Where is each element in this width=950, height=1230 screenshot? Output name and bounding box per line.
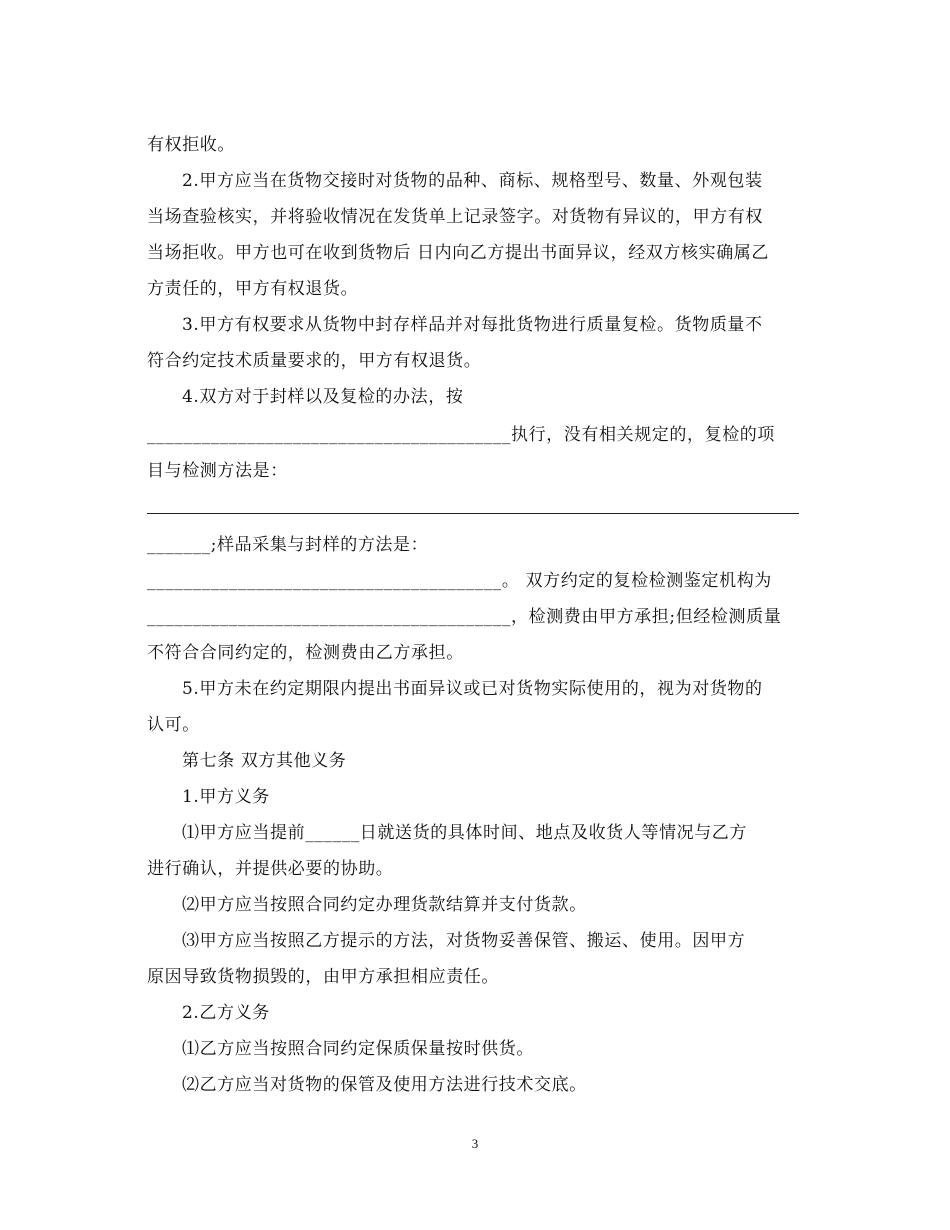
text-line: 4.双方对于封样以及复检的办法，按 [182,387,464,407]
text-line: 有权拒收。 [147,135,235,155]
text-line: ⑵甲方应当按照合同约定办理货款结算并支付货款。 [182,895,587,915]
text-line: 认可。 [147,715,200,735]
text-line: 符合约定技术质量要求的，甲方有权退货。 [147,351,482,371]
text-line: 1.甲方义务 [182,787,270,807]
text-line: 5.甲方未在约定期限内提出书面异议或已对货物实际使用的，视为对货物的 [182,679,763,699]
text-line: ⑶甲方应当按照乙方提示的方法，对货物妥善保管、搬运、使用。因甲方 [182,931,746,951]
text-line: 当场查验核实，并将验收情况在发货单上记录签字。对货物有异议的，甲方有权 [147,207,763,227]
section-heading: 第七条 双方其他义务 [182,751,347,771]
text-line: 进行确认，并提供必要的协助。 [147,859,394,879]
blank-fill-line [147,513,799,514]
text-line: _______;样品采集与封样的方法是： [147,535,429,555]
text-line: 当场拒收。甲方也可在收到货物后 日内向乙方提出书面异议，经双方核实确属乙 [147,243,770,263]
text-line: ________________________________________，检测费由甲方承担;但经检测质量 [147,607,782,627]
text-line: 目与检测方法是： [147,461,288,481]
text-line: 方责任的，甲方有权退货。 [147,279,359,299]
text-line: 3.甲方有权要求从货物中封存样品并对每批货物进行质量复检。货物质量不 [182,315,763,335]
text-line: 不符合合同约定的，检测费由乙方承担。 [147,643,464,663]
text-line: ⑵乙方应当对货物的保管及使用方法进行技术交底。 [182,1075,587,1095]
text-line: 2.甲方应当在货物交接时对货物的品种、商标、规格型号、数量、外观包装 [182,171,763,191]
text-line: 2.乙方义务 [182,1003,270,1023]
page-number: 3 [471,1136,479,1151]
text-line: _______________________________________。 双方约定的复检检测鉴定机构为 [147,571,772,591]
text-line: ⑴甲方应当提前______日就送货的具体时间、地点及收货人等情况与乙方 [182,823,747,843]
text-line: ________________________________________执行，没有相关规定的，复检的项 [147,425,775,445]
text-line: ⑴乙方应当按照合同约定保质保量按时供货。 [182,1039,534,1059]
text-line: 原因导致货物损毁的，由甲方承担相应责任。 [147,967,499,987]
